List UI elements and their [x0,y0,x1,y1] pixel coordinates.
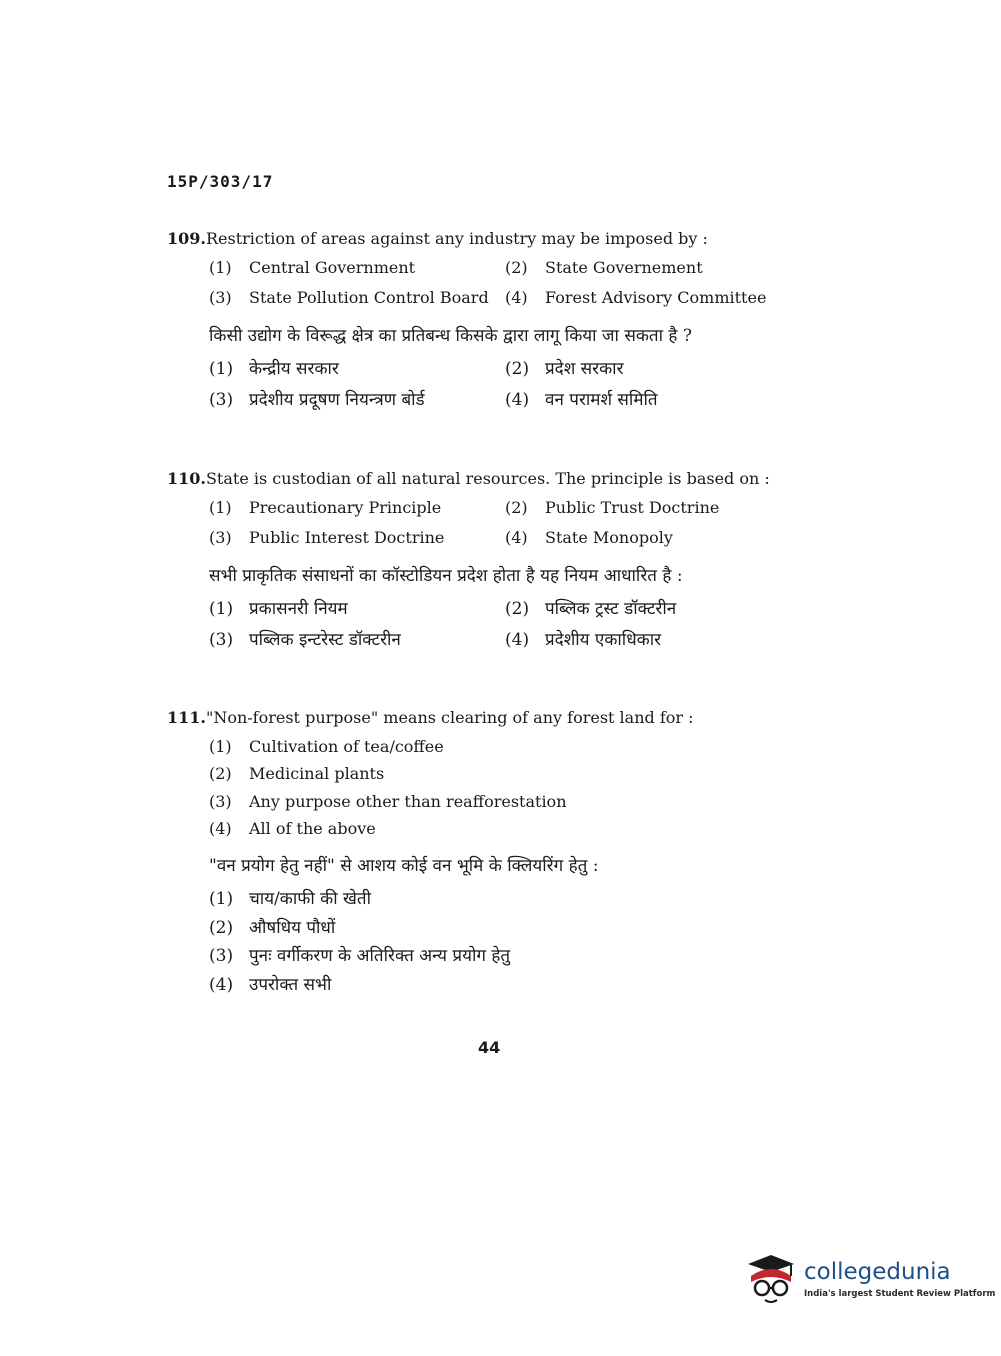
option: (2) Medicinal plants [209,764,385,784]
options-en [209,258,807,307]
option: (4) उपरोक्त सभी [209,974,332,995]
logo-tagline: India's largest Student Review Platform [804,1289,996,1299]
question-number: 109. [167,229,206,248]
option: (3) पब्लिक इन्टरेस्ट डॉक्टरीन [209,630,401,651]
option: (1) Precautionary Principle [209,498,442,518]
page-number: 44 [478,1038,501,1057]
question-stem-en [167,708,807,727]
option: (4) All of the above [209,818,376,838]
option: (1) चाय/काफी की खेती [209,889,372,910]
options-hi [209,599,807,651]
option: (3) Any purpose other than reafforestation [209,791,567,811]
option: (3) Public Interest Doctrine [209,528,445,548]
question-text-hi: सभी प्राकृतिक संसाधनों का कॉस्टोडियन प्रदेश होता है यह नियम आधारित है : [209,565,683,586]
question-110 [167,469,807,651]
options-en [209,737,807,838]
option: (3) प्रदेशीय प्रदूषण नियन्त्रण बोर्ड [209,390,425,411]
logo-name: collegedunia [804,1259,951,1285]
option: (4) Forest Advisory Committee [505,288,767,308]
question-number: 111. [167,708,206,727]
option: (1) केन्द्रीय सरकार [209,359,339,380]
question-text-en: State is custodian of all natural resources. The principle is based on : [205,469,770,488]
question-text-hi: किसी उद्योग के विरूद्ध क्षेत्र का प्रतिबन्ध किसके द्वारा लागू किया जा सकता है ? [209,325,692,346]
option: (2) प्रदेश सरकार [505,359,624,380]
question-text-en: "Non-forest purpose" means clearing of any forest land for : [205,708,694,727]
option: (4) वन परामर्श समिति [505,390,658,411]
question-text-hi: "वन प्रयोग हेतु नहीं" से आशय कोई वन भूमि के क्लियरिंग हेतु : [209,855,599,876]
option: (2) Public Trust Doctrine [505,498,720,518]
option: (2) State Governement [505,258,703,278]
question-stem-en [167,229,807,248]
option: (2) पब्लिक ट्रस्ट डॉक्टरीन [505,599,677,620]
option: (4) प्रदेशीय एकाधिकार [505,630,662,651]
option: (1) Central Government [209,258,416,278]
question-text-en: Restriction of areas against any industry may be imposed by : [205,229,708,248]
options-hi [209,359,807,411]
option: (1) Cultivation of tea/coffee [209,737,444,757]
options-hi [209,889,807,995]
option: (3) पुनः वर्गीकरण के अतिरिक्त अन्य प्रयोग हेतु [209,946,511,967]
question-109 [167,229,807,411]
collegedunia-logo [742,1252,995,1308]
question-number: 110. [167,469,206,488]
option: (3) State Pollution Control Board [209,288,489,308]
question-111 [167,708,807,995]
option: (1) प्रकासनरी नियम [209,599,348,620]
option: (4) State Monopoly [505,528,673,548]
question-stem-en [167,469,807,488]
options-en [209,498,807,547]
option: (2) औषधिय पौधों [209,917,336,938]
mascot-icon [742,1252,800,1308]
paper-code: 15P/303/17 [167,172,274,191]
